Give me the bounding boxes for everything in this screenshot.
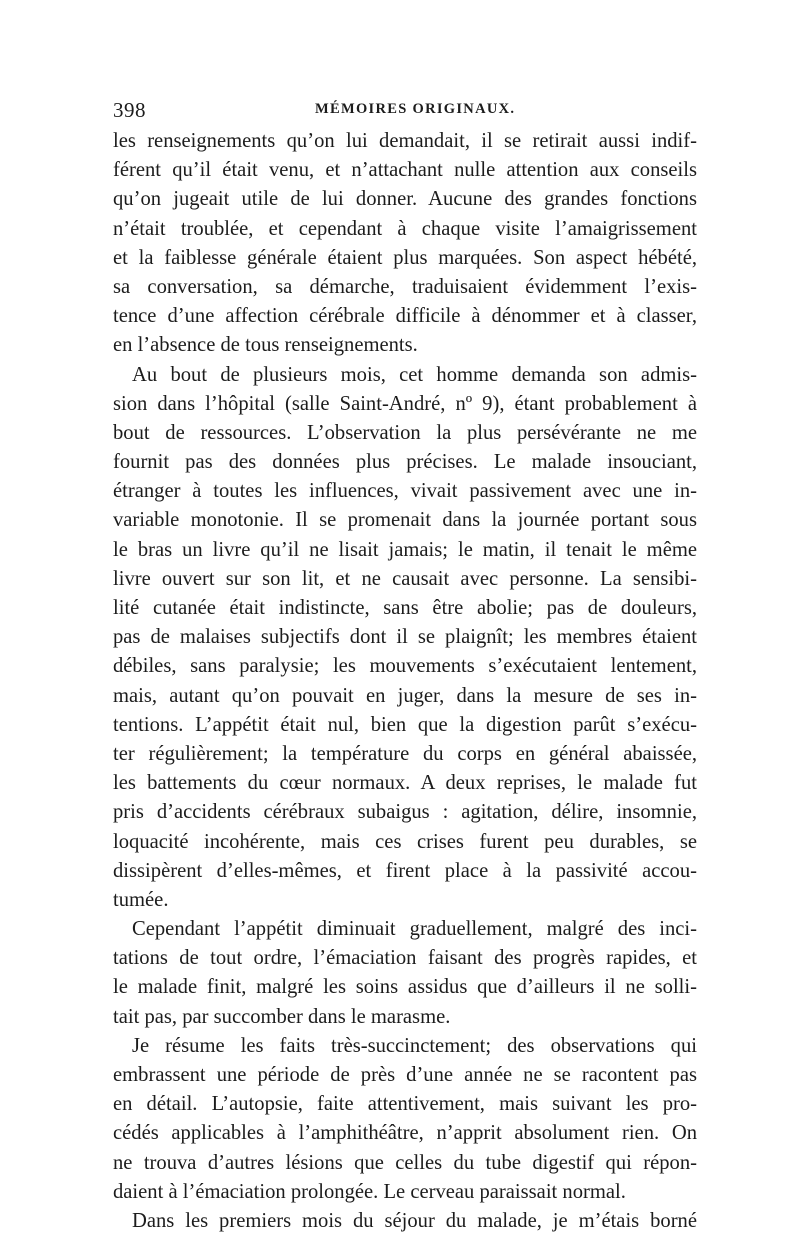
text-line: et la faiblesse générale étaient plus marquées. Son aspect hébété, xyxy=(113,246,697,269)
page-number: 398 xyxy=(113,98,146,122)
text-line: Cependant l’appétit diminuait graduellement, malgré des inci- xyxy=(132,918,697,941)
text-line: lité cutanée était indistincte, sans être abolie; pas de douleurs, xyxy=(113,597,697,619)
text-line: le bras un livre qu’il ne lisait jamais; le matin, il tenait le même xyxy=(113,538,697,561)
text-line: sion dans l’hôpital (salle Saint-André, nº 9), étant probablement à xyxy=(113,392,697,415)
text-line: étranger à toutes les influences, vivait passivement avec une in- xyxy=(113,480,697,503)
text-line: daient à l’émaciation prolongée. Le cerveau paraissait normal. xyxy=(113,1180,626,1203)
paragraph-3 xyxy=(113,915,697,1032)
text-line: tations de tout ordre, l’émaciation faisant des progrès rapides, et xyxy=(113,947,697,970)
text-line: mais, autant qu’on pouvait en juger, dans la mesure de ses in- xyxy=(113,684,697,707)
text-line: fournit pas des données plus précises. Le malade insouciant, xyxy=(113,451,697,474)
text-line: dissipèrent d’elles-mêmes, et firent place à la passivité accou- xyxy=(113,859,697,882)
text-line: férent qu’il était venu, et n’attachant nulle attention aux conseils xyxy=(113,159,697,182)
paragraph-1 xyxy=(113,127,697,361)
text-line: sa conversation, sa démarche, traduisaient évidemment l’exis- xyxy=(113,275,697,298)
text-line: tait pas, par succomber dans le marasme. xyxy=(113,1005,451,1028)
text-line: loquacité incohérente, mais ces crises furent peu durables, se xyxy=(113,830,697,853)
text-line: cédés applicables à l’amphithéâtre, n’apprit absolument rien. On xyxy=(113,1122,697,1145)
text-line: les battements du cœur normaux. A deux reprises, le malade fut xyxy=(113,772,697,795)
text-line: variable monotonie. Il se promenait dans la journée portant sous xyxy=(113,509,697,532)
text-line: n’était troublée, et cependant à chaque visite l’amaigrissement xyxy=(113,217,697,240)
text-line: Dans les premiers mois du séjour du malade, je m’étais borné xyxy=(132,1209,697,1232)
text-line: ne trouva d’autres lésions que celles du tube digestif qui répon- xyxy=(113,1151,697,1174)
running-title: MÉMOIRES ORIGINAUX. xyxy=(315,101,516,117)
text-line: bout de ressources. L’observation la plus persévérante ne me xyxy=(113,421,697,444)
text-line: tentions. L’appétit était nul, bien que la digestion parût s’exécu- xyxy=(113,713,697,736)
text-line: pas de malaises subjectifs dont il se plaignît; les membres étaient xyxy=(113,626,697,649)
text-line: qu’on jugeait utile de lui donner. Aucune des grandes fonctions xyxy=(113,188,697,211)
text-line: débiles, sans paralysie; les mouvements s’exécutaient lentement, xyxy=(113,655,697,678)
text-line: en l’absence de tous renseignements. xyxy=(113,334,418,357)
text-line: Je résume les faits très-succinctement; des observations qui xyxy=(132,1034,697,1057)
text-line: livre ouvert sur son lit, et ne causait avec personne. La sensibi- xyxy=(113,567,697,590)
paragraph-2 xyxy=(113,361,697,916)
text-line: Au bout de plusieurs mois, cet homme demanda son admis- xyxy=(132,363,697,386)
body-text xyxy=(113,127,697,1236)
text-line: en détail. L’autopsie, faite attentivement, mais suivant les pro- xyxy=(113,1093,697,1116)
running-head xyxy=(113,98,703,124)
text-line: les renseignements qu’on lui demandait, il se retirait aussi indif- xyxy=(113,130,697,152)
paragraph-4 xyxy=(113,1032,697,1207)
text-line: ter régulièrement; la température du corps en général abaissée, xyxy=(113,742,697,765)
text-line: tumée. xyxy=(113,888,169,911)
text-line: tence d’une affection cérébrale difficile à dénommer et à classer, xyxy=(113,305,697,328)
text-line: pris d’accidents cérébraux subaigus : agitation, délire, insomnie, xyxy=(113,801,697,824)
text-line: le malade finit, malgré les soins assidus que d’ailleurs il ne solli- xyxy=(113,976,697,999)
paragraph-5 xyxy=(113,1207,697,1236)
text-line: embrassent une période de près d’une année ne se racontent pas xyxy=(113,1064,697,1086)
